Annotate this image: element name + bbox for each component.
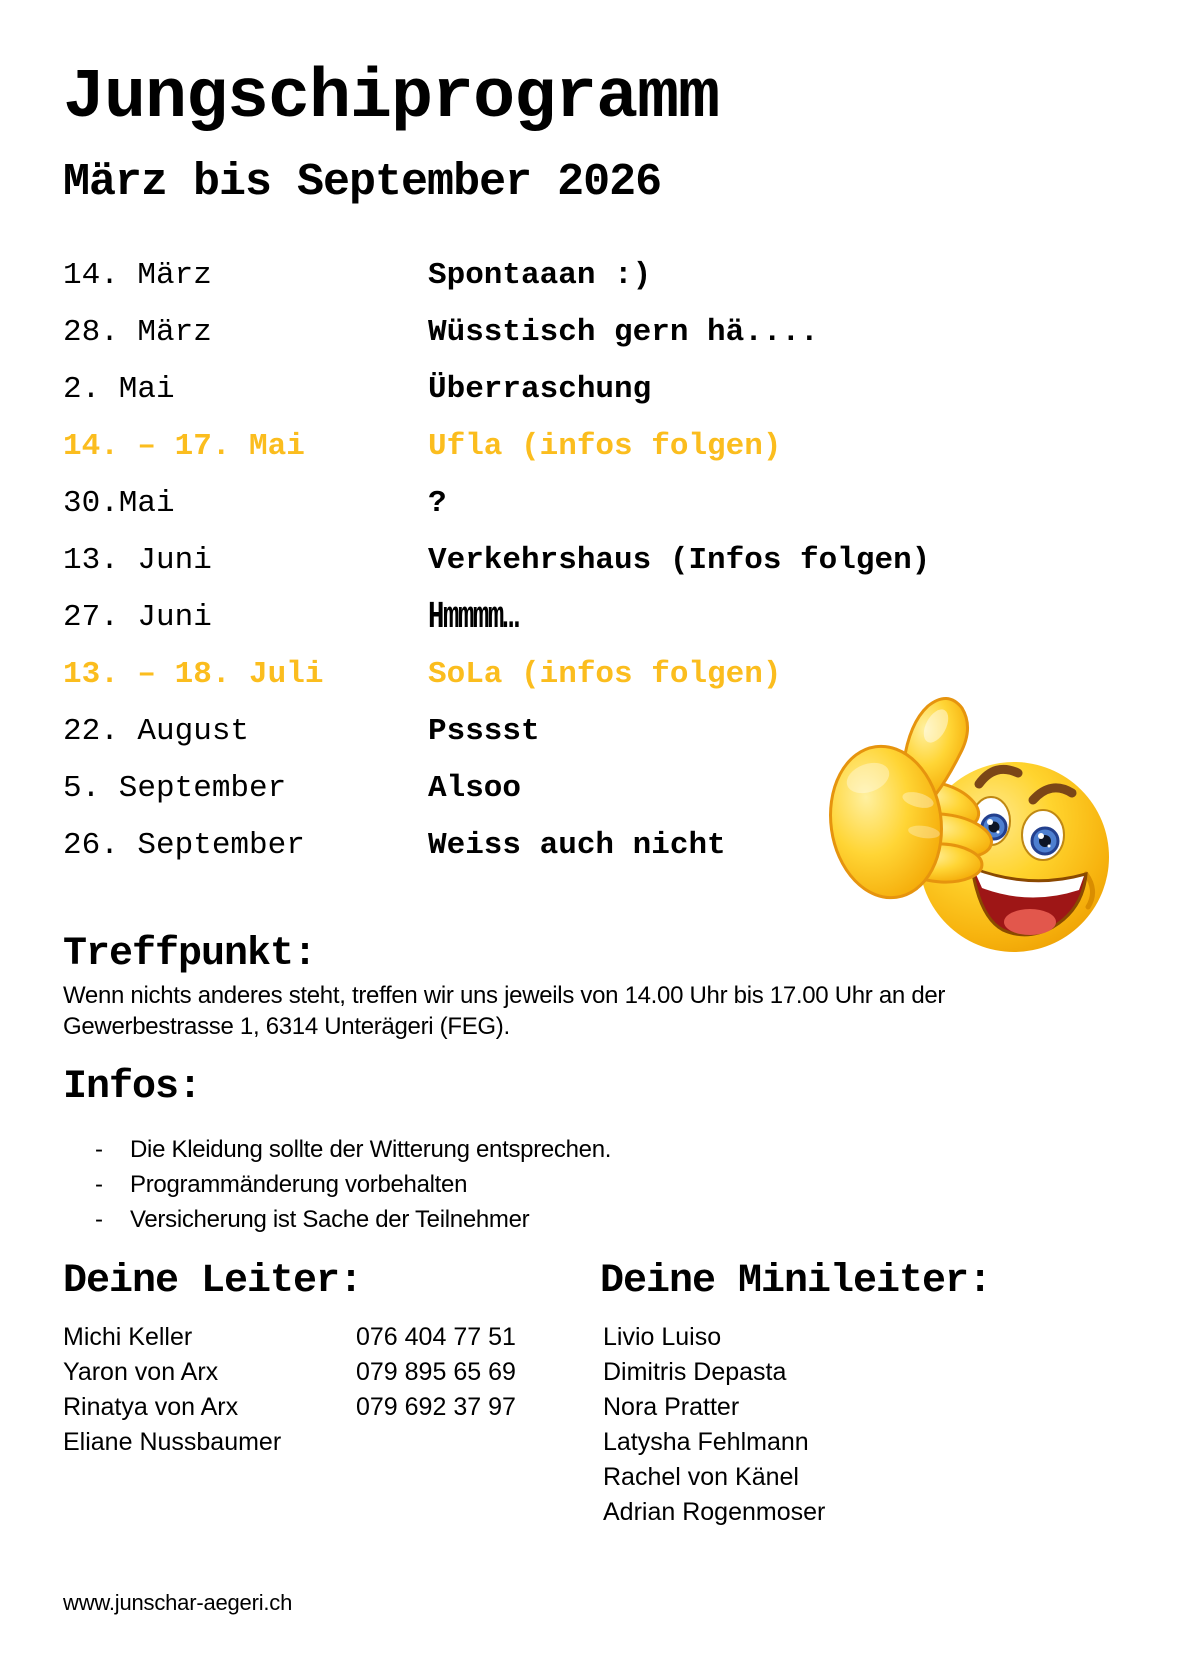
infos-heading: Infos: (63, 1065, 202, 1110)
minileiter-row (603, 1390, 825, 1425)
minileiter-row (603, 1355, 825, 1390)
schedule-date: 30.Mai (63, 486, 175, 521)
infos-item (95, 1167, 611, 1202)
schedule-date: 13. Juni (63, 543, 212, 578)
minileiter-heading: Deine Minileiter: (600, 1259, 992, 1304)
schedule-date: 14. – 17. Mai (63, 429, 305, 464)
schedule-date: 26. September (63, 828, 305, 863)
infos-item (95, 1202, 611, 1237)
schedule-event: Weiss auch nicht (428, 828, 726, 863)
leiter-name: Rinatya von Arx (63, 1393, 239, 1421)
schedule-row-highlighted (63, 418, 1063, 475)
minileiter-name: Dimitris Depasta (603, 1358, 787, 1386)
schedule-row (63, 361, 1063, 418)
infos-item-text: Versicherung ist Sache der Teilnehmer (130, 1205, 530, 1233)
schedule-date: 13. – 18. Juli (63, 657, 324, 692)
schedule-date: 22. August (63, 714, 250, 749)
bullet-dash: - (95, 1135, 103, 1163)
leiter-name: Eliane Nussbaumer (63, 1428, 282, 1456)
schedule-event: ? (428, 486, 447, 521)
schedule-date: 27. Juni (63, 600, 212, 635)
minileiter-row (603, 1495, 825, 1530)
infos-item-text: Die Kleidung sollte der Witterung entsprechen. (130, 1135, 612, 1163)
minileiter-name: Adrian Rogenmoser (603, 1498, 826, 1526)
bullet-dash: - (95, 1170, 103, 1198)
treffpunkt-heading: Treffpunkt: (63, 932, 317, 977)
schedule-row (63, 532, 1063, 589)
leiter-phone: 079 895 65 69 (356, 1358, 516, 1386)
leiter-list (63, 1320, 516, 1460)
page-title: Jungschiprogramm (63, 59, 720, 138)
schedule-date: 28. März (63, 315, 212, 350)
page-subtitle: März bis September 2026 (63, 157, 662, 208)
schedule-row (63, 247, 1063, 304)
minileiter-name: Nora Pratter (603, 1393, 740, 1421)
infos-item-text: Programmänderung vorbehalten (130, 1170, 468, 1198)
schedule-date: 5. September (63, 771, 287, 806)
schedule-event: Hmmmm… (428, 595, 518, 639)
minileiter-list (603, 1320, 825, 1530)
treffpunkt-text: Wenn nichts anderes steht, treffen wir uns jeweils von 14.00 Uhr bis 17.00 Uhr an der Gewerbestrasse 1, 6314 Unterägeri (FEG). (63, 982, 946, 1040)
leiter-row (63, 1390, 516, 1425)
schedule-row (63, 304, 1063, 361)
website-url: www.junschar-aegeri.ch (63, 1590, 293, 1615)
infos-list (95, 1132, 611, 1237)
thumbs-up-smiley-illustration (790, 650, 1120, 960)
leiter-row (63, 1425, 516, 1460)
leiter-name: Michi Keller (63, 1323, 193, 1351)
bullet-dash: - (95, 1205, 103, 1233)
minileiter-row (603, 1460, 825, 1495)
minileiter-name: Livio Luiso (603, 1323, 722, 1351)
schedule-row (63, 589, 1063, 646)
schedule-event: Wüsstisch gern hä.... (428, 315, 819, 350)
schedule-event: Überraschung (428, 372, 652, 407)
leiter-phone: 076 404 77 51 (356, 1323, 516, 1351)
leiter-row (63, 1320, 516, 1355)
schedule-event: SoLa (infos folgen) (428, 657, 782, 692)
minileiter-row (603, 1320, 825, 1355)
schedule-event: Psssst (428, 714, 540, 749)
leiter-heading: Deine Leiter: (63, 1259, 363, 1304)
leiter-row (63, 1355, 516, 1390)
minileiter-row (603, 1425, 825, 1460)
leiter-phone: 079 692 37 97 (356, 1393, 516, 1421)
schedule-event: Alsoo (428, 771, 522, 806)
schedule-row (63, 475, 1063, 532)
leiter-name: Yaron von Arx (63, 1358, 219, 1386)
schedule-event: Spontaaan :) (428, 258, 652, 293)
schedule-event: Verkehrshaus (Infos folgen) (428, 543, 931, 578)
minileiter-name: Rachel von Känel (603, 1463, 799, 1491)
schedule-date: 14. März (63, 258, 212, 293)
minileiter-name: Latysha Fehlmann (603, 1428, 809, 1456)
schedule-date: 2. Mai (63, 372, 175, 407)
schedule-event: Ufla (infos folgen) (428, 429, 782, 464)
infos-item (95, 1132, 611, 1167)
